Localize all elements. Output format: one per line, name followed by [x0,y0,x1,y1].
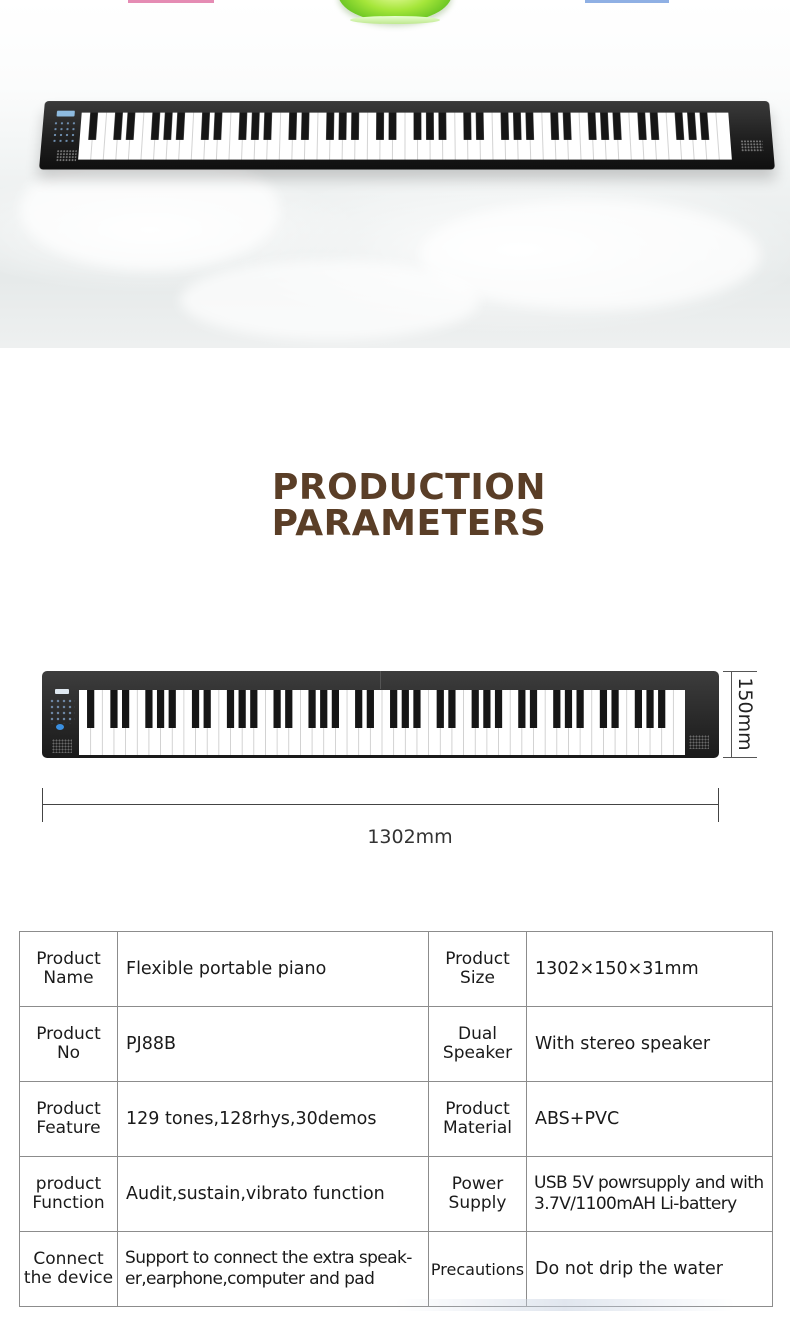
spec-label: Product Feature [20,1082,118,1157]
spec-value: 1302×150×31mm [527,932,773,1007]
spec-table [19,931,773,1307]
table-row [20,1232,773,1307]
black-key [145,690,152,728]
table-row [20,932,773,1007]
spec-value: PJ88B [118,1007,429,1082]
black-key [426,113,434,140]
black-key [472,690,479,728]
spec-label: Product No [20,1007,118,1082]
spec-label: Product Name [20,932,118,1007]
black-key [501,113,509,140]
black-key [513,113,521,140]
black-key [87,690,94,728]
black-key [355,690,362,728]
height-dimension-tick-bottom [723,757,757,758]
decorative-strip-pink [128,0,214,3]
spec-label: Dual Speaker [429,1007,527,1082]
black-key [332,690,339,728]
black-key [263,113,272,140]
black-key [288,113,296,140]
spec-value: USB 5V powrsupply and with 3.7V/1100mAH Li-battery [527,1157,773,1232]
black-key [389,113,397,140]
hero-banner [0,0,790,348]
section-title-line2: PARAMETERS [271,503,547,544]
spec-label: Product Size [429,932,527,1007]
black-key [600,690,607,728]
black-key [274,690,281,728]
black-key [438,113,446,140]
black-key [122,690,129,728]
black-key [650,113,659,140]
spec-value: Flexible portable piano [118,932,429,1007]
black-key [448,690,455,728]
hero-keyboard-keys [78,113,732,160]
black-key [367,690,374,728]
section-title-line1: PRODUCTION [272,467,546,508]
black-key [285,690,292,728]
black-key [151,113,160,140]
black-key [376,113,384,140]
spec-value: Do not drip the water [527,1232,773,1307]
diagram-piano-image [42,671,719,758]
width-dimension-tick-right [718,788,719,822]
black-key [192,690,199,728]
decorative-strip-blue [585,0,669,3]
black-key [646,690,653,728]
width-dimension-tick-left [42,788,43,822]
section-title [0,467,790,544]
black-key [565,690,572,728]
black-key [476,113,484,140]
black-key [563,113,572,140]
black-key [326,113,334,140]
hero-piano-image [39,101,775,169]
speaker-grille-left [56,150,77,162]
width-dimension-label: 1302mm [367,826,453,848]
black-key [530,690,537,728]
spec-label: Power Supply [429,1157,527,1232]
black-key [483,690,490,728]
table-row [20,1082,773,1157]
control-buttons [51,120,77,141]
black-key [588,113,597,140]
black-key [414,113,422,140]
height-dimension-tick-top [723,671,757,672]
led-display [57,111,75,117]
speaker-grille-right [740,140,763,152]
black-key [320,690,327,728]
black-key [413,690,420,728]
spec-label: product Function [20,1157,118,1232]
black-key [611,690,618,728]
black-key [635,690,642,728]
black-key [600,113,609,140]
diagram-bluetooth-icon [56,724,64,730]
white-key-divider [455,113,456,160]
spec-label: Product Material [429,1082,527,1157]
black-key [251,113,260,140]
width-dimension-line [42,804,719,805]
diagram-speaker-grille-left [52,739,72,753]
spec-label: Connect the device [20,1232,118,1307]
height-dimension-line [731,671,732,758]
black-key [308,690,315,728]
black-key [390,690,397,728]
diagram-control-panel [46,689,78,753]
watermark [395,1299,735,1311]
spec-value: Audit,sustain,vibrato function [118,1157,429,1232]
table-row [20,1157,773,1232]
fold-seam [380,671,381,689]
black-key [238,113,247,140]
height-dimension-label: 150mm [734,677,756,751]
black-key [339,113,347,140]
black-key [157,690,164,728]
black-key [301,113,309,140]
control-panel [46,111,82,160]
black-key [176,113,185,140]
spec-value: Support to connect the extra speak-er,earphone,computer and pad [118,1232,429,1307]
diagram-speaker-grille-right [689,735,709,749]
black-key [402,690,409,728]
black-key [613,113,622,140]
spec-value: 129 tones,128rhys,30demos [118,1082,429,1157]
diagram-led-display [55,689,69,694]
black-key [110,690,117,728]
black-key [204,690,211,728]
black-key [201,113,210,140]
diagram-control-buttons [49,698,75,724]
black-key [463,113,471,140]
black-key [163,113,172,140]
diagram-keyboard-keys [79,690,685,755]
black-key [213,113,222,140]
green-cup-rim [350,16,440,24]
black-key [495,690,502,728]
black-key [658,690,665,728]
black-key [553,690,560,728]
black-key [227,690,234,728]
black-key [169,690,176,728]
black-key [637,113,646,140]
black-key [351,113,359,140]
spec-value: ABS+PVC [527,1082,773,1157]
spec-value: With stereo speaker [527,1007,773,1082]
black-key [437,690,444,728]
black-key [250,690,257,728]
black-key [525,113,534,140]
table-row [20,1007,773,1082]
black-key [239,690,246,728]
black-key [550,113,559,140]
black-key [577,690,584,728]
spec-label: Precautions [429,1232,527,1307]
black-key [518,690,525,728]
